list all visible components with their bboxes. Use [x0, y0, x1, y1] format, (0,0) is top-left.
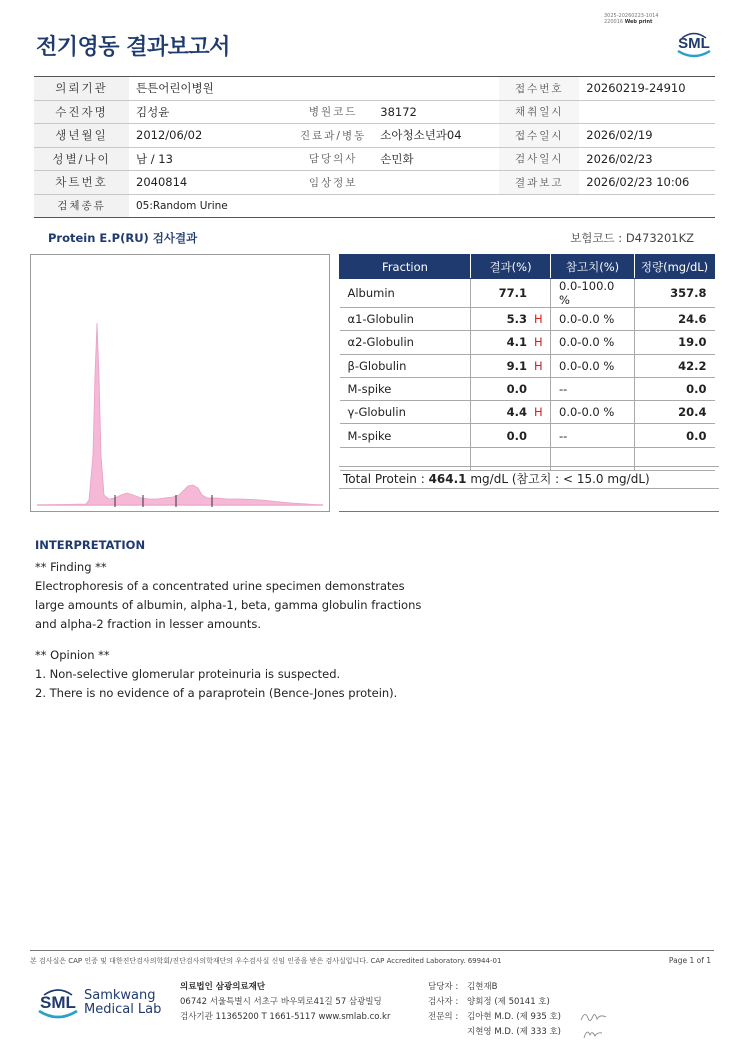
opinion-line: 1. Non-selective glomerular proteinuria is suspected. — [35, 667, 341, 681]
info-value — [579, 100, 715, 124]
finding-line: and alpha-2 fraction in lesser amounts. — [35, 617, 261, 631]
info-value: 2040814 — [129, 171, 293, 195]
results-header: 참고치(%) — [551, 255, 635, 279]
quantity-value: 19.0 — [635, 331, 715, 354]
info-row — [34, 124, 715, 148]
quantity-value: 42.2 — [635, 354, 715, 377]
info-label: 담당의사 — [293, 147, 373, 171]
total-protein-value: 464.1 — [428, 472, 467, 486]
accreditation-note: 본 검사실은 CAP 인증 및 대한진단검사의학회/진단검사의학재단의 우수검사실 신임 인증을 받은 검사실입니다. CAP Accredited Laboratory. 69944-01 — [30, 957, 502, 965]
info-value: 손민화 — [373, 147, 499, 171]
quantity-value: 0.0 — [635, 424, 715, 447]
result-cell — [471, 424, 551, 447]
info-label: 결과보고 — [499, 171, 579, 195]
organization-info — [180, 980, 390, 1025]
info-label: 수진자명 — [34, 100, 129, 124]
reference-range: 0.0-100.0 % — [551, 279, 635, 308]
result-value: 4.4 — [506, 405, 527, 420]
reference-range: 0.0-0.0 % — [551, 331, 635, 354]
fraction-name: M-spike — [340, 424, 471, 447]
result-cell — [471, 308, 551, 331]
org-name: 의료법인 삼광의료재단 — [180, 982, 266, 992]
patient-info-table — [34, 76, 715, 218]
staff-name: 김현재B — [467, 982, 498, 992]
org-contact: 검사기관 11365200 T 1661-5117 www.smlab.co.kr — [180, 1012, 391, 1022]
result-cell — [471, 331, 551, 354]
info-value: 소아청소년과04 — [373, 124, 499, 148]
table-row — [340, 354, 715, 377]
staff-role: 담당자 : — [428, 982, 459, 992]
info-value: 김성윤 — [129, 100, 293, 124]
org-address: 06742 서울특별시 서초구 바우뫼로41길 57 삼광빌딩 — [180, 997, 382, 1007]
finding-label: ** Finding ** — [35, 560, 107, 574]
result-cell — [471, 377, 551, 400]
divider — [339, 511, 719, 512]
footer-divider — [30, 950, 714, 951]
info-row — [34, 147, 715, 171]
result-value: 9.1 — [506, 358, 527, 373]
info-value: 2012/06/02 — [129, 124, 293, 148]
specimen-label: 검체종류 — [34, 194, 129, 218]
specimen-value: 05:Random Urine — [129, 194, 715, 218]
info-label: 병원코드 — [293, 100, 373, 124]
info-value: 2026/02/23 10:06 — [579, 171, 715, 195]
result-value: 0.0 — [506, 382, 527, 397]
sml-logo-text: SML — [678, 35, 710, 52]
info-label: 임상정보 — [293, 171, 373, 195]
page-number: Page 1 of 1 — [668, 956, 711, 965]
info-value: 20260219-24910 — [579, 77, 715, 101]
staff-role: 전문의 : — [428, 1012, 459, 1022]
info-label: 진료과/병동 — [293, 124, 373, 148]
fraction-name: β-Globulin — [340, 354, 471, 377]
staff-list — [428, 980, 561, 1040]
high-flag: H — [534, 358, 543, 373]
info-label: 의뢰기관 — [34, 77, 129, 101]
finding-line: large amounts of albumin, alpha-1, beta, gamma globulin fractions — [35, 598, 422, 612]
brand-line: Medical Lab — [84, 1002, 162, 1017]
reference-range: -- — [551, 377, 635, 400]
info-label: 차트번호 — [34, 171, 129, 195]
finding-line: Electrophoresis of a concentrated urine specimen demonstrates — [35, 579, 405, 593]
result-value: 4.1 — [506, 335, 527, 350]
staff-role: 검사자 : — [428, 997, 459, 1007]
info-row — [34, 77, 715, 101]
result-value: 77.1 — [498, 286, 527, 300]
info-label: 검사일시 — [499, 147, 579, 171]
staff-name: 지현영 M.D. (제 333 호) — [467, 1027, 562, 1037]
reference-range: -- — [551, 424, 635, 447]
staff-name: 김아현 M.D. (제 935 호) — [467, 1012, 562, 1022]
quantity-value: 0.0 — [635, 377, 715, 400]
print-meta-label: Web print — [624, 19, 653, 25]
fraction-name: M-spike — [340, 377, 471, 400]
reference-range: 0.0-0.0 % — [551, 308, 635, 331]
opinion-label: ** Opinion ** — [35, 648, 110, 662]
sml-logo-text: SML — [40, 993, 76, 1012]
table-row — [340, 279, 715, 308]
sml-logo-icon — [674, 30, 714, 60]
info-value: 2026/02/23 — [579, 147, 715, 171]
signature-image — [578, 1008, 612, 1042]
info-label: 성별/나이 — [34, 147, 129, 171]
result-value: 0.0 — [506, 428, 527, 443]
print-meta-id: 3025-20260223-1014 — [604, 13, 659, 19]
results-header: 결과(%) — [471, 255, 551, 279]
reference-range: 0.0-0.0 % — [551, 354, 635, 377]
total-protein-label: Total Protein : — [343, 472, 429, 486]
info-label: 접수일시 — [499, 124, 579, 148]
sml-logo-icon — [36, 983, 80, 1023]
staff-name: 양회정 (제 50141 호) — [467, 997, 550, 1007]
opinion-line: 2. There is no evidence of a paraprotein (Bence-Jones protein). — [35, 686, 398, 700]
results-header: Fraction — [340, 255, 471, 279]
result-cell — [471, 354, 551, 377]
interpretation-text — [35, 558, 421, 703]
total-protein-reference: mg/dL (참고치 : < 15.0 mg/dL) — [466, 472, 650, 486]
quantity-value: 357.8 — [635, 279, 715, 308]
staff-role — [428, 1025, 467, 1040]
info-value — [373, 171, 499, 195]
info-label: 접수번호 — [499, 77, 579, 101]
print-meta — [604, 13, 659, 25]
results-table — [339, 254, 715, 471]
fraction-name: Albumin — [340, 279, 471, 308]
info-value: 남 / 13 — [129, 147, 293, 171]
quantity-value: 20.4 — [635, 401, 715, 424]
brand-name — [84, 989, 161, 1017]
brand-line: Samkwang — [84, 988, 156, 1003]
fraction-name: α2-Globulin — [340, 331, 471, 354]
result-cell — [471, 279, 551, 308]
table-row — [340, 377, 715, 400]
print-meta-code: 220016 — [604, 19, 624, 25]
info-value — [373, 77, 499, 101]
info-label — [293, 77, 373, 101]
reference-range: 0.0-0.0 % — [551, 401, 635, 424]
info-row — [34, 100, 715, 124]
specimen-row — [34, 194, 715, 218]
high-flag: H — [534, 405, 543, 420]
insurance-code: 보험코드 : D473201KZ — [570, 231, 694, 245]
total-protein — [339, 466, 719, 489]
info-label: 채취일시 — [499, 100, 579, 124]
section-title: Protein E.P(RU) 검사결과 — [48, 231, 198, 245]
table-row — [340, 308, 715, 331]
report-title: 전기영동 결과보고서 — [36, 35, 230, 60]
fraction-name: α1-Globulin — [340, 308, 471, 331]
high-flag: H — [534, 312, 543, 327]
high-flag: H — [534, 335, 543, 350]
electropherogram-curve — [31, 255, 329, 511]
results-header: 정량(mg/dL) — [635, 255, 715, 279]
info-value: 2026/02/19 — [579, 124, 715, 148]
table-row — [340, 331, 715, 354]
electropherogram — [30, 254, 330, 512]
table-row — [340, 401, 715, 424]
quantity-value: 24.6 — [635, 308, 715, 331]
info-label: 생년월일 — [34, 124, 129, 148]
info-value: 38172 — [373, 100, 499, 124]
info-value: 튼튼어린이병원 — [129, 77, 293, 101]
result-cell — [471, 401, 551, 424]
interpretation-title: INTERPRETATION — [35, 538, 146, 552]
fraction-name: γ-Globulin — [340, 401, 471, 424]
table-row — [340, 424, 715, 447]
info-row — [34, 171, 715, 195]
result-value: 5.3 — [506, 312, 527, 327]
